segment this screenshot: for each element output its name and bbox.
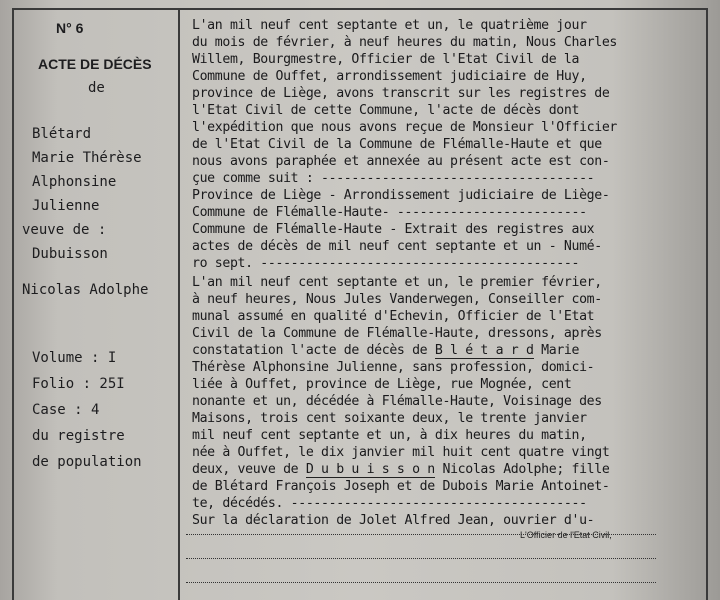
underlined-surname: B l é t a r d [434, 343, 534, 358]
record-line: Thérèse Alphonsine Julienne, sans profession, domici- [192, 360, 595, 375]
case-label: Case : 4 [32, 402, 100, 418]
record-line: l'expédition que nous avons reçue de Monsieur l'Officier [192, 120, 618, 135]
record-line-text: Marie [541, 343, 580, 358]
record-line: Civil de la Commune de Flémalle-Haute, dressons, après [192, 326, 602, 341]
officer-stamp: L'Officier de l'Etat Civil, [520, 530, 612, 540]
record-line: province de Liège, avons transcrit sur les registres de [192, 86, 610, 101]
blank-line [186, 558, 656, 560]
deceased-name-line: Julienne [32, 198, 100, 214]
record-line: te, décédés. --------------------------------------- [192, 496, 587, 511]
record-line: de Blétard François Joseph et de Dubois Marie Antoinet- [192, 479, 610, 494]
record-line-with-name [192, 343, 579, 358]
record-line: Maisons, trois cent soixante deux, le trente janvier [192, 411, 587, 426]
record-line: à neuf heures, Nous Jules Vanderwegen, Conseiller com- [192, 292, 602, 307]
record-line: nous avons paraphée et annexée au présent acte est con- [192, 154, 610, 169]
record-line: l'Etat Civil de cette Commune, l'acte de décès dont [192, 103, 580, 118]
act-number: N° 6 [56, 20, 84, 36]
record-line: nonante et un, décédée à Flémalle-Haute, Voisinage des [192, 394, 602, 409]
record-line: L'an mil neuf cent septante et un, le quatrième jour [192, 18, 587, 33]
record-line: liée à Ouffet, province de Liège, rue Mognée, cent [192, 377, 572, 392]
frame-right-border [706, 8, 708, 600]
record-line: Province de Liège - Arrondissement judiciaire de Liège- [192, 188, 610, 203]
record-line: de l'Etat Civil de la Commune de Flémalle-Haute et que [192, 137, 602, 152]
act-de: de [88, 80, 105, 96]
record-line: du mois de février, à neuf heures du matin, Nous Charles [192, 35, 618, 50]
deceased-name-line: veuve de : [22, 222, 107, 238]
record-line-with-name [192, 462, 609, 477]
record-line: L'an mil neuf cent septante et un, le premier février, [192, 275, 602, 290]
underlined-surname: D u b u i s s o n [305, 462, 435, 477]
record-line: née à Ouffet, le dix janvier mil huit cent quatre vingt [192, 445, 610, 460]
frame-column-divider [178, 8, 180, 600]
record-line-text: Nicolas Adolphe; fille [442, 462, 610, 477]
record-line: Commune de Flémalle-Haute - Extrait des registres aux [192, 222, 595, 237]
record-line: çue comme suit : ------------------------------------ [192, 171, 595, 186]
registre-label: de population [32, 454, 142, 470]
record-line: ro sept. ------------------------------------------ [192, 256, 580, 271]
record-line-text: deux, veuve de [192, 462, 299, 477]
record-line: Sur la déclaration de Jolet Alfred Jean, ouvrier d'u- [192, 513, 595, 528]
registre-label: du registre [32, 428, 125, 444]
deceased-name-line: Alphonsine [32, 174, 117, 190]
record-line: Commune de Ouffet, arrondissement judiciaire de Huy, [192, 69, 587, 84]
record-line: Willem, Bourgmestre, Officier de l'Etat Civil de la [192, 52, 580, 67]
record-line: mil neuf cent septante et un, à dix heures du matin, [192, 428, 587, 443]
deceased-name-line: Nicolas Adolphe [22, 282, 149, 298]
deceased-name-line: Dubuisson [32, 246, 108, 262]
record-line: Commune de Flémalle-Haute- ------------------------- [192, 205, 587, 220]
margin-column [18, 14, 178, 594]
record-line-text: constatation l'acte de décès de [192, 343, 428, 358]
record-line: munal assumé en qualité d'Echevin, Officier de l'Etat [192, 309, 595, 324]
volume-label: Volume : I [32, 350, 117, 366]
deceased-name-line: Marie Thérèse [32, 150, 142, 166]
record-line: actes de décès de mil neuf cent septante et un - Numé- [192, 239, 602, 254]
blank-line [186, 534, 656, 536]
frame-top-border [12, 8, 708, 10]
blank-line [186, 582, 656, 584]
frame-left-border [12, 8, 14, 600]
deceased-name-line: Blétard [32, 126, 92, 142]
act-title: ACTE DE DÉCÈS [38, 56, 152, 72]
folio-label: Folio : 25I [32, 376, 125, 392]
